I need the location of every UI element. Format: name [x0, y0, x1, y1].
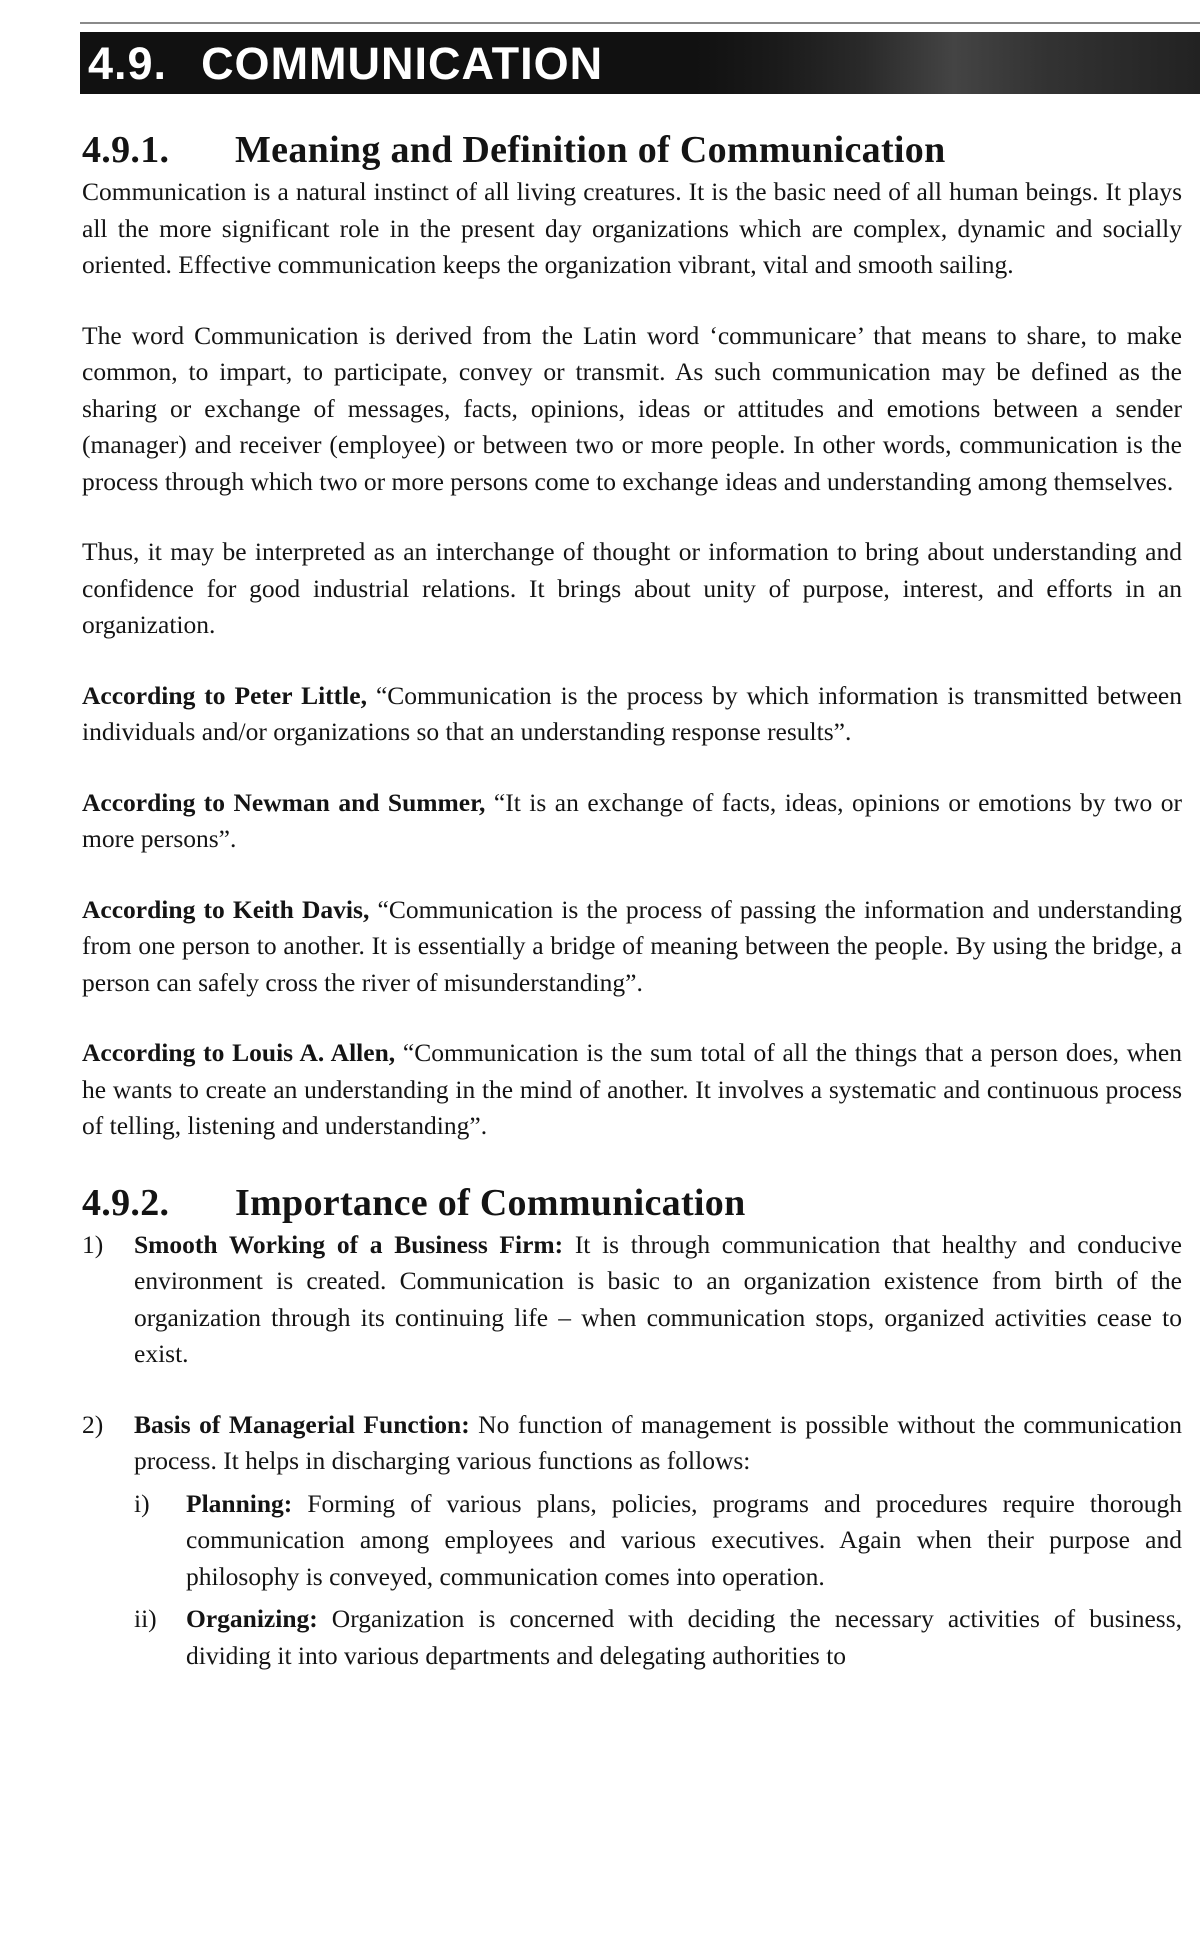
- definition-text: “Communication is the process by which information is transmitted between individuals and/or organizations so that an understanding response results”.: [82, 680, 1183, 746]
- section-title: Importance of Communication: [235, 1181, 746, 1224]
- paragraph: The word Communication is derived from the Latin word ‘communicare’ that means to share, to make common, to impart, to participate, convey or transmit. As such communication may be defined as the sharing or exchange of messages, facts, opinions, ideas or attitudes and emotions between a sender (manager) and receiver (employee) or between two or more people. In other words, communication is the process through which two or more persons come to exchange ideas and understanding among themselves.: [82, 320, 1182, 496]
- sub-item-number: i): [134, 1488, 150, 1518]
- list-item-lead: Basis of Managerial Function:: [134, 1409, 470, 1439]
- definition-louis-allen: [82, 1035, 1182, 1145]
- sub-item-lead: Organizing:: [186, 1604, 318, 1633]
- sub-item-text: Organization is concerned with deciding the necessary activities of business, dividing it into various departments and delegating authorities to: [186, 1604, 1182, 1670]
- definition-author: According to Keith Davis,: [82, 894, 370, 924]
- paragraph: Thus, it may be interpreted as an interchange of thought or information to bring about understanding and confidence for good industrial relations. It brings about unity of purpose, interest, and efforts in an organization.: [82, 537, 1182, 639]
- definition-newman-summer: [82, 785, 1182, 858]
- definition-author: According to Peter Little,: [82, 680, 367, 710]
- list-item: [82, 1407, 1182, 1675]
- sub-list-item: [134, 1486, 1182, 1596]
- list-item-text: It is through communication that healthy and conducive environment is created. Communication is basic to an organization existence from birth of the organization through its continuing life – when communication stops, organized activities cease to exist.: [134, 1229, 1182, 1368]
- sub-item-text: Forming of various plans, policies, programs and procedures require thorough communication among employees and various executives. Again when their purpose and philosophy is conveyed, communication comes into operation.: [186, 1488, 1182, 1591]
- definition-author: According to Newman and Summer,: [82, 787, 486, 817]
- sub-list-item: [134, 1601, 1182, 1674]
- definition-text: “Communication is the process of passing the information and understanding from one person to another. It is essentially a bridge of meaning between the people. By using the bridge, a person can safely cross the river of misunderstanding”.: [82, 894, 1182, 997]
- definition-author: According to Louis A. Allen,: [82, 1038, 396, 1067]
- section-heading-meaning: [82, 126, 1182, 174]
- list-item-lead: Smooth Working of a Business Firm:: [134, 1229, 564, 1259]
- definition-text: “Communication is the sum total of all the things that a person does, when he wants to create an understanding in the mind of another. It involves a systematic and continuous process of telling, listening and understanding”.: [82, 1038, 1182, 1140]
- list-item-number: 1): [82, 1229, 104, 1259]
- section-title: Meaning and Definition of Communication: [235, 129, 946, 171]
- definition-keith-davis: [82, 892, 1182, 1002]
- list-item: [82, 1227, 1182, 1373]
- sub-item-number: ii): [134, 1604, 157, 1633]
- section-heading-importance: [82, 1179, 1182, 1227]
- section-number: 4.9.2.: [82, 1181, 170, 1224]
- section-number: 4.9.1.: [82, 129, 170, 171]
- paragraph: Communication is a natural instinct of all living creatures. It is the basic need of all human beings. It plays all the more significant role in the present day organizations which are complex, dynamic and socially oriented. Effective communication keeps the organization vibrant, vital and smooth sailing.: [82, 177, 1182, 279]
- definition-text: “It is an exchange of facts, ideas, opinions or emotions by two or more persons”.: [82, 787, 1183, 853]
- list-item-text: No function of management is possible without the communication process. It helps in discharging various functions as follows:: [134, 1409, 1182, 1475]
- sub-item-lead: Planning:: [186, 1488, 293, 1518]
- definition-peter-little: [82, 678, 1182, 751]
- banner-title: COMMUNICATION: [201, 38, 604, 89]
- top-rule: [80, 22, 1200, 24]
- page-body: [82, 126, 1182, 1674]
- list-item-number: 2): [82, 1409, 104, 1439]
- banner-number: 4.9.: [88, 38, 168, 89]
- banner-heading: [88, 36, 603, 92]
